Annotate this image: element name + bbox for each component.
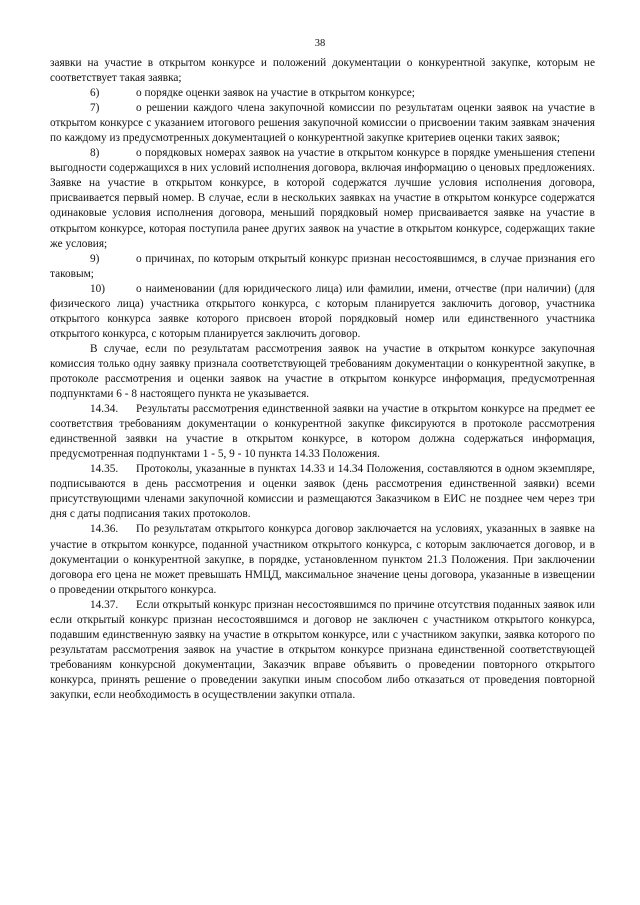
paragraph: [50, 522, 595, 597]
paragraph-text: о наименовании (для юридического лица) или фамилии, имени, отчестве (при наличии) (для физического лица) участника открытого конкурса, с которым планируется заключить договор, участника открытого конкурса заявке которого присвоен второй порядковый номер или единственного участника открытого конкурса, с которым планируется заключить договор.: [50, 282, 595, 340]
paragraph-text: заявки на участие в открытом конкурсе и положений документации о конкурентной закупке, которым не соответствует такая заявка;: [50, 57, 595, 85]
paragraph: [50, 86, 595, 101]
paragraph: [50, 598, 595, 703]
paragraph: [50, 462, 595, 522]
paragraph: [50, 101, 595, 146]
paragraph: [50, 56, 595, 86]
paragraph-text: о решении каждого члена закупочной комиссии по результатам оценки заявок на участие в открытом конкурсе с указанием итогового решения закупочной комиссии о присвоении таким заявкам значения по каждому из предусмотренных документацией о конкурентной закупке критериев оценки таких заявок;: [50, 102, 595, 145]
paragraph: [50, 282, 595, 342]
paragraph: [50, 402, 595, 462]
item-number: 8): [90, 147, 100, 160]
item-number: 14.36.: [90, 523, 119, 536]
item-number: 14.37.: [90, 598, 119, 611]
paragraph: [50, 342, 595, 402]
item-number: 10): [90, 282, 106, 295]
item-number: 14.35.: [90, 463, 119, 476]
item-number: 7): [90, 102, 100, 115]
paragraph-text: В случае, если по результатам рассмотрения заявок на участие в открытом конкурсе закупочная комиссия только одну заявку признала соответствующей требованиям документации о конкурентной закупке, в протоколе рассмотрения и оценки заявок на участие в открытом конкурсе информация, предусмотренная подпунктами 6 - 8 настоящего пункта не указывается.: [50, 342, 595, 401]
paragraph-text: о порядковых номерах заявок на участие в открытом конкурсе в порядке уменьшения степени выгодности содержащихся в них условий исполнения договора, включая информацию о ценовых предложениях. Заявке на участие в открытом конкурсе, в которой содержатся лучшие условия исполнения договора, присваивается первый номер. В случае, если в нескольких заявках на участие в открытом конкурсе содержатся одинаковые условия исполнения договора, меньший порядковый номер присваивается заявке на участие в открытом конкурсе, которая поступила ранее других заявок на участие в открытом конкурсе, содержащих такие же условия;: [50, 147, 595, 250]
paragraph-text: о порядке оценки заявок на участие в открытом конкурсе;: [136, 87, 415, 100]
page-number: 38: [314, 38, 326, 49]
paragraph: [50, 146, 595, 251]
paragraph-text: Результаты рассмотрения единственной заявки на участие в открытом конкурсе на предмет ее соответствия требованиям документации о конкурентной закупке фиксируются в протоколе рассмотрения единственной заявки на участие в открытом конкурсе, в котором должна содержаться информация, предусмотренная подпунктами 1 - 5, 9 - 10 пункта 14.33 Положения.: [50, 403, 595, 461]
paragraph: [50, 252, 595, 282]
paragraph-text: о причинах, по которым открытый конкурс признан несостоявшимся, в случае признания его таковым;: [50, 252, 595, 280]
item-number: 9): [90, 252, 100, 265]
item-number: 6): [90, 87, 100, 100]
document-body: [50, 56, 595, 703]
item-number: 14.34.: [90, 403, 119, 416]
paragraph-text: Если открытый конкурс признан несостоявшимся по причине отсутствия поданных заявок или если открытый конкурс признан несостоявшимся и договор не заключен с участником открытого конкурса, подавшим единственную заявку на участие в открытом конкурсе, или с участником закупки, заявка которого по результатам рассмотрения заявок на участие в открытом конкурсе признана единственной соответствующей требованиям конкурсной документации, Заказчик вправе объявить о проведении повторного открытого конкурса, принять решение о проведении закупки иным способом либо отказаться от проведения повторной закупки, если необходимость в осуществлении закупки отпала.: [50, 598, 595, 701]
paragraph-text: Протоколы, указанные в пунктах 14.33 и 14.34 Положения, составляются в одном экземпляре, подписываются в день рассмотрения и оценки заявок (день рассмотрения единственной заявки) всеми присутствующими членами закупочной комиссии и размещаются Заказчиком в ЕИС не позднее чем через три дня с даты подписания таких протоколов.: [50, 463, 595, 521]
paragraph-text: По результатам открытого конкурса договор заключается на условиях, указанных в заявке на участие в открытом конкурсе, поданной участником открытого конкурса, с которым заключается договор, и в документации о конкурентной закупке, в порядке, установленном пунктом 21.3 Положения. При заключении договора его цена не может превышать НМЦД, максимальное значение цены договора, указанные в извещении о проведении открытого конкурса.: [50, 523, 595, 596]
